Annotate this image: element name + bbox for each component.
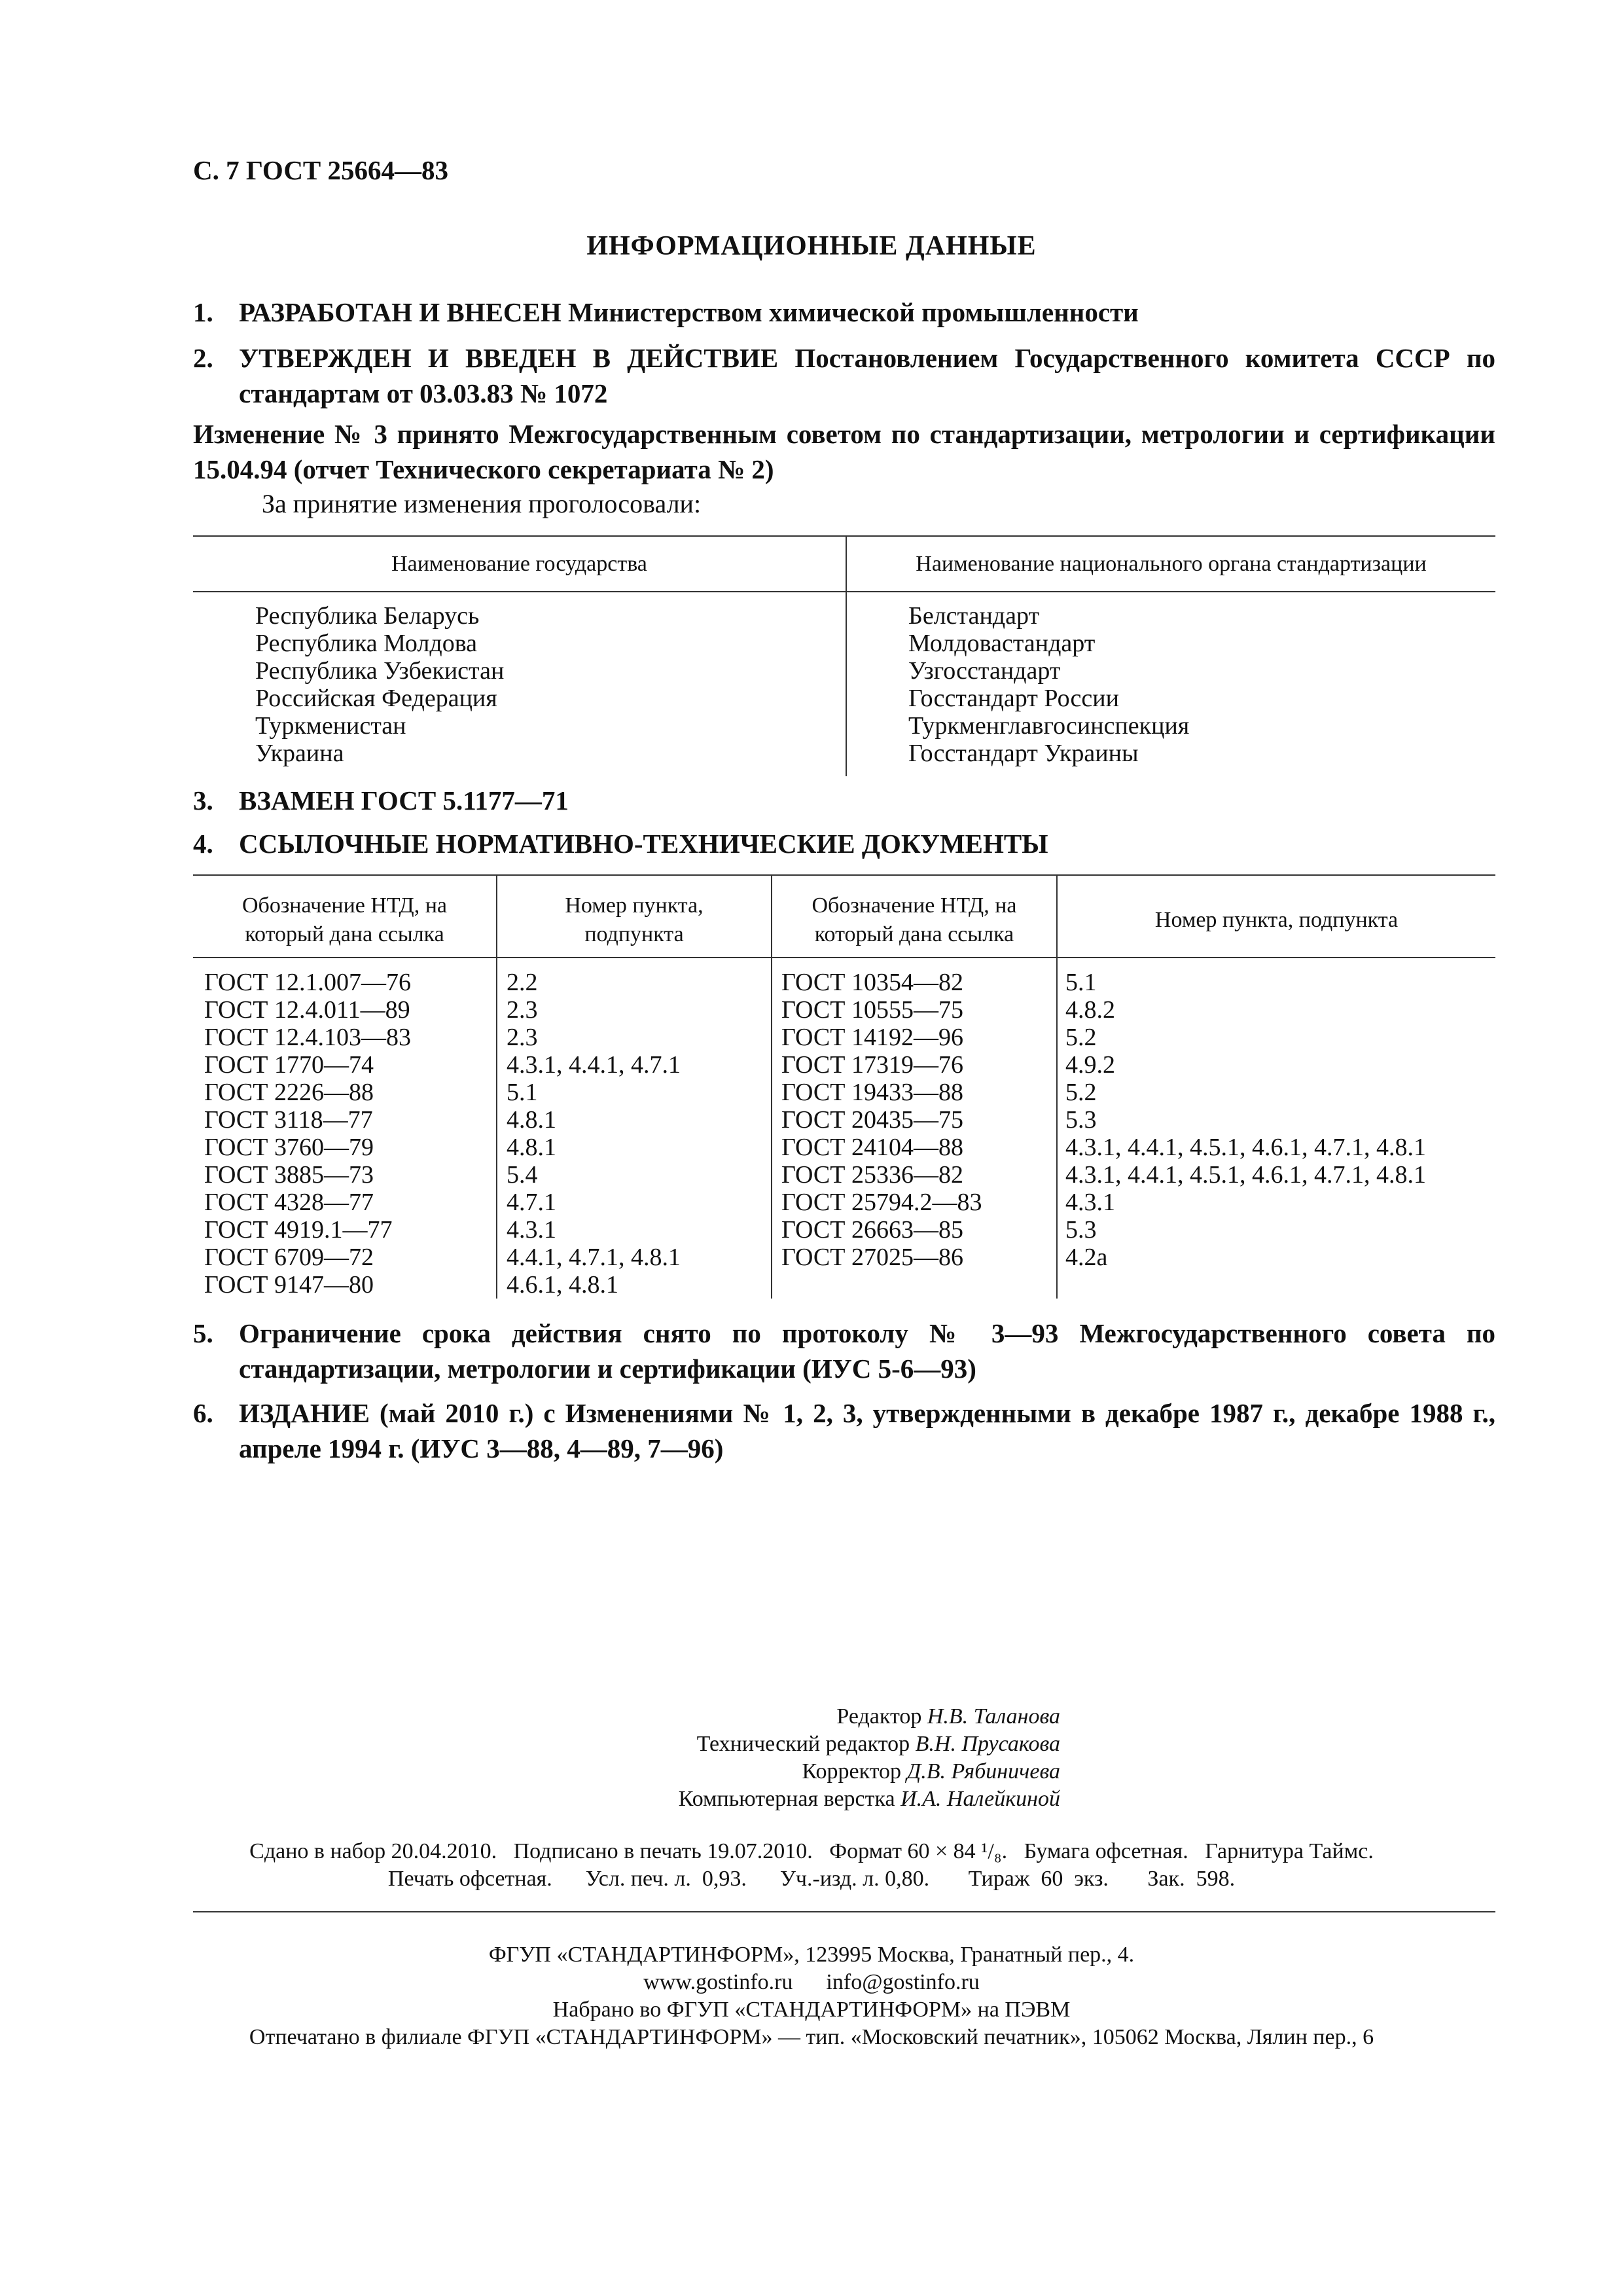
staff-name: В.Н. Прусакова <box>915 1732 1060 1756</box>
ref-header-clause <box>497 891 771 949</box>
list-item: Республика Молдова <box>255 630 478 657</box>
table-cell: 4.3.1 <box>1065 1189 1115 1216</box>
item-text: ИЗДАНИЕ (май 2010 г.) с Изменениями № 1, 2, 3, утвержденными в декабре 1987 г., декабре 1988 г., апреле 1994 г. (ИУС 3—88, 4—89, 7—96) <box>239 1398 1495 1463</box>
imprint-line: Печать офсетная. Усл. печ. л. 0,93. Уч.-изд. л. 0,80. Тираж 60 экз. Зак. 598. <box>387 1867 1236 1891</box>
table-cell: 5.2 <box>1065 1079 1097 1106</box>
table-cell: 5.3 <box>1065 1216 1097 1244</box>
item-text: ВЗАМЕН ГОСТ 5.1177—71 <box>239 785 569 816</box>
item-6 <box>193 1395 1495 1466</box>
staff-name: Д.В. Рябиничева <box>906 1759 1060 1784</box>
table-cell: ГОСТ 17319—76 <box>781 1051 963 1079</box>
ref-col3-docs <box>781 969 982 1271</box>
item-4 <box>193 826 1495 861</box>
table-cell: ГОСТ 12.4.103—83 <box>204 1024 411 1051</box>
item-1 <box>193 295 1495 330</box>
table-cell: 5.2 <box>1065 1024 1097 1051</box>
table-cell: ГОСТ 4328—77 <box>204 1189 374 1216</box>
table-cell: ГОСТ 26663—85 <box>781 1216 963 1244</box>
list-item: Республика Узбекистан <box>255 657 505 685</box>
table-cell: ГОСТ 20435—75 <box>781 1106 963 1134</box>
table-cell: ГОСТ 3118—77 <box>204 1106 373 1134</box>
item-text: РАЗРАБОТАН И ВНЕСЕН Министерством химической промышленности <box>239 297 1139 327</box>
list-item: Республика Беларусь <box>255 602 480 630</box>
item-text: ССЫЛОЧНЫЕ НОРМАТИВНО-ТЕХНИЧЕСКИЕ ДОКУМЕНТЫ <box>239 829 1048 859</box>
footer-line: Набрано во ФГУП «СТАНДАРТИНФОРМ» на ПЭВМ <box>552 1998 1071 2022</box>
vote-bodies-list <box>908 602 1189 767</box>
table-cell: 4.8.1 <box>507 1134 556 1161</box>
table-cell: ГОСТ 4919.1—77 <box>204 1216 393 1244</box>
column-divider <box>1056 874 1058 1299</box>
table-cell: 4.8.1 <box>507 1106 556 1134</box>
ref-header-doc <box>193 891 496 949</box>
staff-line <box>0 1731 1060 1758</box>
table-cell: ГОСТ 2226—88 <box>204 1079 374 1106</box>
list-item: Госстандарт Украины <box>908 740 1139 767</box>
header-line: который дана ссылка <box>245 922 444 946</box>
table-cell: 5.1 <box>1065 969 1097 996</box>
staff-line <box>0 1785 1060 1813</box>
list-item: Молдовастандарт <box>908 630 1096 657</box>
table-cell: ГОСТ 3885—73 <box>204 1161 374 1189</box>
table-cell: 5.1 <box>507 1079 538 1106</box>
vote-states-list <box>255 602 504 767</box>
table-cell: ГОСТ 24104—88 <box>781 1134 963 1161</box>
item-5 <box>193 1316 1495 1386</box>
table-cell: 4.9.2 <box>1065 1051 1115 1079</box>
table-rule <box>193 957 1495 958</box>
table-rule <box>193 535 1495 537</box>
vote-header-body: Наименование национального органа стандартизации <box>916 552 1427 576</box>
staff-role: Редактор <box>836 1704 922 1729</box>
table-cell: ГОСТ 12.4.011—89 <box>204 996 410 1024</box>
list-item: Украина <box>255 740 344 767</box>
table-cell: ГОСТ 27025—86 <box>781 1244 963 1271</box>
item-2 <box>193 340 1495 411</box>
table-cell: ГОСТ 6709—72 <box>204 1244 374 1271</box>
table-cell: ГОСТ 10354—82 <box>781 969 963 996</box>
vote-header-state: Наименование государства <box>391 552 647 576</box>
header-line: Обозначение НТД, на <box>812 893 1017 918</box>
table-cell: ГОСТ 19433—88 <box>781 1079 963 1106</box>
table-cell: 4.3.1, 4.4.1, 4.5.1, 4.6.1, 4.7.1, 4.8.1 <box>1065 1161 1426 1189</box>
footer-line: ФГУП «СТАНДАРТИНФОРМ», 123995 Москва, Гранатный пер., 4. <box>488 1943 1135 1967</box>
table-cell: 5.3 <box>1065 1106 1097 1134</box>
item-3 <box>193 783 1495 818</box>
table-cell: ГОСТ 14192—96 <box>781 1024 963 1051</box>
item-number: 3. <box>193 785 213 816</box>
table-cell: ГОСТ 10555—75 <box>781 996 963 1024</box>
document-title: ИНФОРМАЦИОННЫЕ ДАННЫЕ <box>586 231 1037 261</box>
table-cell: 5.4 <box>507 1161 538 1189</box>
ref-header-clause <box>1058 906 1495 935</box>
imprint-line: Сдано в набор 20.04.2010. Подписано в печать 19.07.2010. Формат 60 × 84 ¹/₈. Бумага офсетная. Гарнитура Таймс. <box>249 1839 1374 1863</box>
staff-role: Компьютерная верстка <box>678 1787 895 1811</box>
table-cell: ГОСТ 9147—80 <box>204 1271 374 1299</box>
staff-role: Технический редактор <box>696 1732 910 1756</box>
table-cell: ГОСТ 25336—82 <box>781 1161 963 1189</box>
table-cell: 4.4.1, 4.7.1, 4.8.1 <box>507 1244 681 1271</box>
item-text: Ограничение срока действия снято по протоколу № 3—93 Межгосударственного совета по стандартизации, метрологии и сертификации (ИУС 5-6—93) <box>239 1318 1495 1384</box>
change-note: Изменение № 3 принято Межгосударственным советом по стандартизации, метрологии и сертификации 15.04.94 (отчет Технического секретариата № 2) <box>193 419 1495 484</box>
table-cell: 2.2 <box>507 969 538 996</box>
staff-name: Н.В. Таланова <box>927 1704 1060 1729</box>
header-line: Номер пункта, подпункта <box>1154 908 1399 932</box>
list-item: Белстандарт <box>908 602 1040 630</box>
table-cell: 2.3 <box>507 996 538 1024</box>
table-cell: ГОСТ 25794.2—83 <box>781 1189 982 1216</box>
ref-col4-clauses <box>1065 969 1426 1271</box>
list-item: Туркменглавгосинспекция <box>908 712 1190 740</box>
table-rule <box>193 591 1495 592</box>
ref-col2-clauses <box>507 969 681 1299</box>
header-line: Номер пункта, <box>565 893 704 918</box>
item-number: 6. <box>193 1398 213 1428</box>
staff-line <box>0 1758 1060 1785</box>
table-cell: ГОСТ 1770—74 <box>204 1051 374 1079</box>
table-cell: 4.3.1, 4.4.1, 4.7.1 <box>507 1051 681 1079</box>
ref-header-doc <box>772 891 1056 949</box>
ref-col1-docs <box>204 969 411 1299</box>
staff-name: И.А. Налейкиной <box>901 1787 1060 1811</box>
list-item: Госстандарт России <box>908 685 1119 712</box>
list-item: Российская Федерация <box>255 685 497 712</box>
header-line: который дана ссылка <box>814 922 1014 946</box>
table-cell: 4.3.1, 4.4.1, 4.5.1, 4.6.1, 4.7.1, 4.8.1 <box>1065 1134 1426 1161</box>
footer-line: Отпечатано в филиале ФГУП «СТАНДАРТИНФОРМ» — тип. «Московский печатник», 105062 Москва, Лялин пер., 6 <box>249 2025 1374 2049</box>
item-number: 5. <box>193 1318 213 1348</box>
header-line: Обозначение НТД, на <box>241 893 448 918</box>
table-cell: 2.3 <box>507 1024 538 1051</box>
item-number: 4. <box>193 829 213 859</box>
staff-line <box>0 1703 1060 1731</box>
publisher-footer <box>0 1941 1623 2051</box>
page-header: С. 7 ГОСТ 25664—83 <box>193 155 449 185</box>
table-cell: 4.7.1 <box>507 1189 556 1216</box>
list-item: Туркменистан <box>255 712 406 740</box>
item-text: УТВЕРЖДЕН И ВВЕДЕН В ДЕЙСТВИЕ Постановлением Государственного комитета СССР по стандартам от 03.03.83 № 1072 <box>239 343 1495 408</box>
item-number: 2. <box>193 343 213 373</box>
footer-rule <box>193 1911 1495 1912</box>
header-line: подпункта <box>584 922 684 946</box>
table-cell: 4.8.2 <box>1065 996 1115 1024</box>
footer-line: www.gostinfo.ru info@gostinfo.ru <box>643 1970 980 1994</box>
table-cell: 4.2а <box>1065 1244 1108 1271</box>
table-cell: ГОСТ 3760—79 <box>204 1134 374 1161</box>
item-number: 1. <box>193 297 213 327</box>
table-cell: ГОСТ 12.1.007—76 <box>204 969 411 996</box>
staff-role: Корректор <box>802 1759 902 1784</box>
list-item: Узгосстандарт <box>908 657 1061 685</box>
table-rule <box>193 874 1495 876</box>
vote-intro: За принятие изменения проголосовали: <box>262 489 702 518</box>
table-cell: 4.3.1 <box>507 1216 556 1244</box>
table-cell: 4.6.1, 4.8.1 <box>507 1271 618 1299</box>
editorial-staff <box>0 1703 1060 1813</box>
